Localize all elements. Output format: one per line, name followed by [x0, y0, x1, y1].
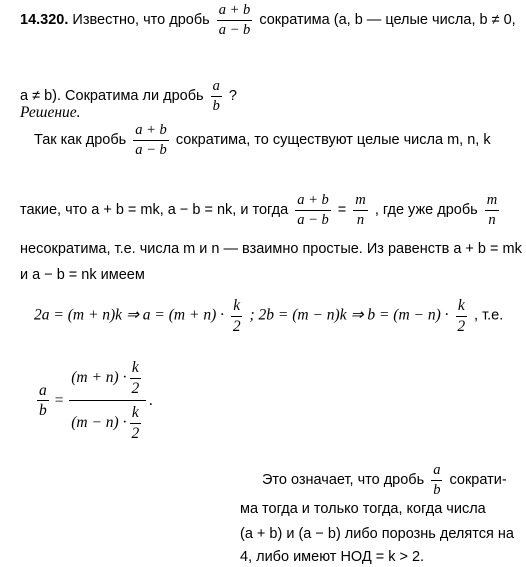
compound-denominator-expr: (m − n) ·	[71, 414, 127, 432]
solution-text-2: такие, что a + b = mk, a − b = nk, и тогда	[20, 201, 289, 218]
solution-line-3: несократима, т.е. числа m и n — взаимно простые. Из равенств a + b = mk	[20, 241, 522, 257]
conclusion-line-4: 4, либо имеют НОД = k > 2.	[240, 549, 425, 565]
fraction-a-plus-b-over-a-minus-b-2: $\frac{a + b}{a - b}$	[135, 122, 167, 158]
fraction-m-over-n-2: $\frac{m}{n}$	[486, 192, 498, 228]
problem-text-2: a ≠ b). Сократима ли дробь	[20, 87, 204, 104]
problem-text-2-tail: ?	[228, 87, 237, 104]
fraction-a-over-b-lhs: $\frac{a}{b}$	[39, 381, 47, 419]
problem-text-1: Известно, что дробь	[72, 11, 210, 28]
compound-fraction	[69, 360, 146, 441]
solution-text-1-tail: сократима, то существуют целые числа m, n, k	[175, 131, 491, 148]
solution-text-2-mid: , где уже дробь	[374, 201, 478, 218]
fraction-k-over-2-4: $\frac{k}{2}$	[131, 404, 140, 442]
fraction-k-over-2-3: $\frac{k}{2}$	[131, 359, 140, 397]
problem-text-1-tail: сократима (a, b — целые числа, b ≠ 0,	[259, 11, 516, 28]
fraction-a-over-b: $\frac{a}{b}$	[212, 78, 220, 114]
solution-line-1	[34, 123, 491, 157]
equation-2	[34, 360, 153, 441]
solution-heading: Решение.	[20, 104, 81, 121]
fraction-a-over-b-2: $\frac{a}{b}$	[433, 462, 441, 498]
conclusion-text-1-tail: сократи-	[449, 471, 507, 488]
equation-1	[34, 298, 503, 334]
compound-numerator-expr: (m + n) ·	[71, 369, 127, 387]
fraction-k-over-2: $\frac{k}{2}$	[232, 297, 241, 335]
equation-2-dot: .	[149, 392, 154, 409]
solution-line-4: и a − b = nk имеем	[20, 267, 145, 283]
conclusion-line-1	[262, 463, 507, 497]
conclusion-line-3: (a + b) и (a − b) либо порознь делятся на	[240, 526, 514, 542]
solution-text-1: Так как дробь	[34, 131, 127, 148]
problem-line-1	[20, 3, 516, 37]
fraction-k-over-2-2: $\frac{k}{2}$	[457, 297, 466, 335]
fraction-m-over-n: $\frac{m}{n}$	[355, 192, 366, 228]
conclusion-text-1: Это означает, что дробь	[262, 471, 425, 488]
equation-1-mid: ; 2b = (m − n)k ⇒ b = (m − n) ·	[249, 306, 449, 324]
conclusion-line-2: ма тогда и только тогда, когда числа	[240, 501, 486, 517]
equation-2-equals: =	[53, 392, 65, 409]
equation-1-left: 2a = (m + n)k ⇒ a = (m + n) ·	[34, 306, 224, 324]
equation-1-tail: , т.е.	[474, 307, 504, 324]
problem-number: 14.320.	[20, 11, 69, 28]
equals-sign: =	[337, 201, 347, 218]
fraction-a-plus-b-over-a-minus-b-3: $\frac{a + b}{a - b}$	[297, 192, 329, 228]
solution-line-2	[20, 193, 502, 227]
fraction-a-plus-b-over-a-minus-b: $\frac{a + b}{a - b}$	[218, 2, 251, 38]
